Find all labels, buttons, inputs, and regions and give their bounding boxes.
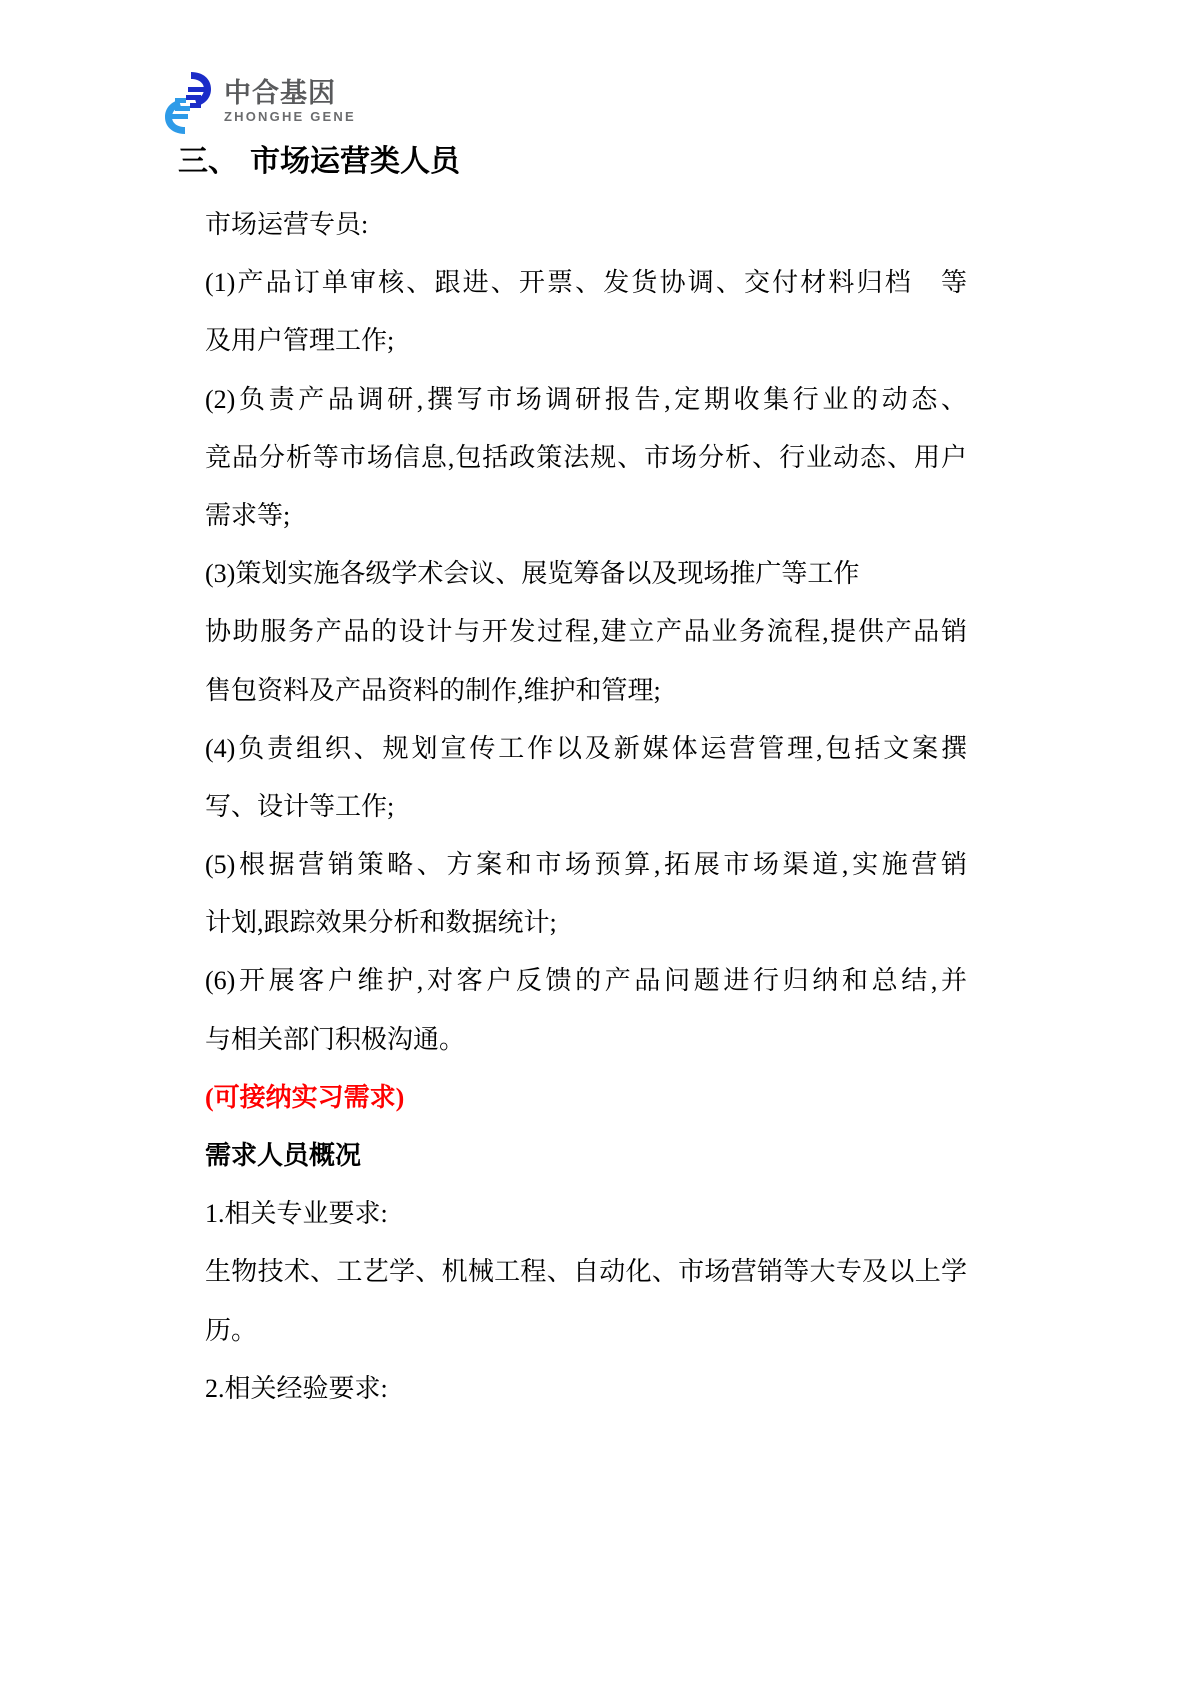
text-line: (3)策划实施各级学术会议、展览筹备以及现场推广等工作 xyxy=(205,559,860,589)
section-title: 市场运营类人员 xyxy=(250,145,460,178)
section-number: 三、 xyxy=(178,145,238,178)
text-line: (6)开展客户维护,对客户反馈的产品问题进行归纳和总结,并 xyxy=(205,966,967,996)
text-line: (1)产品订单审核、跟进、开票、发货协调、交付材料归档 等 xyxy=(205,268,967,298)
text-line: (5)根据营销策略、方案和市场预算,拓展市场渠道,实施营销 xyxy=(205,850,967,880)
text-line: (可接纳实习需求) xyxy=(205,1082,405,1112)
section-heading xyxy=(178,142,460,182)
logo-company-subtitle: ZHONGHE GENE xyxy=(224,109,356,124)
text-line: 需求等; xyxy=(205,500,291,530)
text-line: 及用户管理工作; xyxy=(205,326,395,356)
logo-company-name: 中合基因 xyxy=(224,78,336,108)
text-line: 竞品分析等市场信息,包括政策法规、市场分析、行业动态、用户 xyxy=(205,442,967,472)
text-line: 计划,跟踪效果分析和数据统计; xyxy=(205,908,557,938)
text-line: 售包资料及产品资料的制作,维护和管理; xyxy=(205,675,661,705)
document-body xyxy=(205,196,967,1418)
dna-helix-icon xyxy=(158,70,218,136)
text-line: 历。 xyxy=(205,1315,258,1345)
logo-text xyxy=(224,70,356,125)
text-line: 生物技术、工艺学、机械工程、自动化、市场营销等大专及以上学 xyxy=(205,1257,967,1287)
text-line: 1.相关专业要求: xyxy=(205,1199,388,1229)
text-line: 2.相关经验要求: xyxy=(205,1373,388,1403)
company-logo xyxy=(158,70,356,136)
text-line: (2)负责产品调研,撰写市场调研报告,定期收集行业的动态、 xyxy=(205,384,967,414)
text-line: 写、设计等工作; xyxy=(205,791,395,821)
text-line: 市场运营专员: xyxy=(205,210,369,239)
text-line: 需求人员概况 xyxy=(205,1141,362,1170)
text-line: 与相关部门积极沟通。 xyxy=(205,1024,466,1054)
text-line: (4)负责组织、规划宣传工作以及新媒体运营管理,包括文案撰 xyxy=(205,733,967,763)
text-line: 协助服务产品的设计与开发过程,建立产品业务流程,提供产品销 xyxy=(205,617,967,647)
